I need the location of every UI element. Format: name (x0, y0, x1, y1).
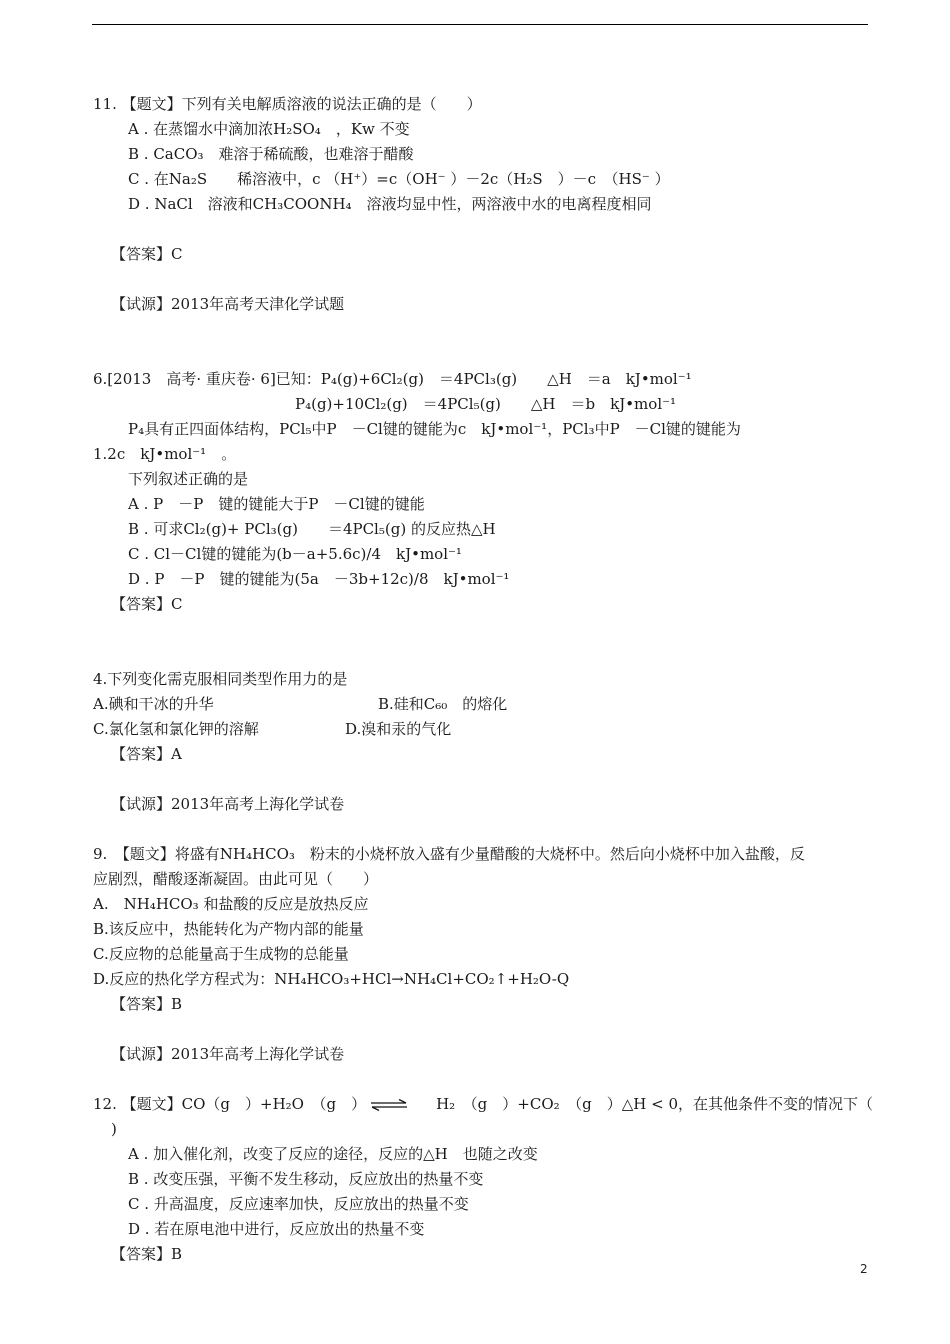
q4-stem: 4.下列变化需克服相同类型作用力的是 (93, 670, 348, 688)
q9-option-b: B.该反应中，热能转化为产物内部的能量 (93, 920, 364, 938)
q9-option-d: D.反应的热化学方程式为：NH₄HCO₃+HCl→NH₄Cl+CO₂↑+H₂O-Q (93, 970, 570, 988)
q12-answer: 【答案】B (111, 1245, 183, 1263)
q4-answer: 【答案】A (111, 745, 182, 763)
q4-option-c: C.氯化氢和氯化钾的溶解 (93, 720, 259, 738)
q6-prompt: 下列叙述正确的是 (128, 470, 249, 488)
q12-option-c: C . 升高温度，反应速率加快，反应放出的热量不变 (128, 1195, 469, 1213)
q11-source: 【试源】2013年高考天津化学试题 (111, 295, 345, 313)
q11-stem: 11. 【题文】下列有关电解质溶液的说法正确的是（ ） (93, 95, 482, 113)
q9-answer: 【答案】B (111, 995, 183, 1013)
q12-stem-left: 12. 【题文】CO（g ）+H₂O （g ） (93, 1095, 367, 1113)
q9-stem-2: 应剧烈，醋酸逐渐凝固。由此可见（ ） (93, 870, 379, 888)
q11-option-b: B . CaCO₃ 难溶于稀硫酸，也难溶于醋酸 (128, 145, 414, 163)
q6-option-a: A . P －P 键的键能大于P －Cl键的键能 (128, 495, 425, 513)
q4-source: 【试源】2013年高考上海化学试卷 (111, 795, 345, 813)
equilibrium-arrow-icon (370, 1099, 408, 1111)
q4-options-row-1 (93, 692, 873, 717)
q12-option-a: A . 加入催化剂，改变了反应的途径，反应的△H 也随之改变 (128, 1145, 538, 1163)
q9-stem-1: 9. 【题文】将盛有NH₄HCO₃ 粉末的小烧杯放入盛有少量醋酸的大烧杯中。然后向小烧杯中加入盐酸，反 (93, 845, 805, 863)
q6-option-c: C . Cl－Cl键的键能为(b－a+5.6c)/4 kJ•mol⁻¹ (128, 545, 462, 563)
q12-stem-right: H₂ （g ）+CO₂ （g ）△H < 0，在其他条件不变的情况下（ (436, 1095, 873, 1113)
q6-answer: 【答案】C (111, 595, 183, 613)
q6-stem: 6.[2013 高考· 重庆卷· 6]已知：P₄(g)+6Cl₂(g) ＝4PCl₃(g) △H ＝a kJ•mol⁻¹ (93, 370, 692, 388)
q9-source: 【试源】2013年高考上海化学试卷 (111, 1045, 345, 1063)
q6-option-d: D . P －P 键的键能为(5a －3b+12c)/8 kJ•mol⁻¹ (128, 570, 510, 588)
q4-option-d: D.溴和汞的气化 (345, 720, 452, 738)
q11-answer: 【答案】C (111, 245, 183, 263)
q12-stem-continued: ) (111, 1120, 117, 1138)
q6-description-2: 1.2c kJ•mol⁻¹ 。 (93, 445, 237, 463)
q12-option-b: B . 改变压强，平衡不发生移动，反应放出的热量不变 (128, 1170, 484, 1188)
q4-option-b: B.硅和C₆₀ 的熔化 (378, 695, 508, 713)
q6-description-1: P₄具有正四面体结构，PCl₅中P －Cl键的键能为c kJ•mol⁻¹，PCl₃中P －Cl键的键能为 (128, 420, 741, 438)
header-rule (92, 24, 868, 25)
q6-option-b: B . 可求Cl₂(g)+ PCl₃(g) ＝4PCl₅(g) 的反应热△H (128, 520, 496, 538)
q4-option-a: A.碘和干冰的升华 (93, 695, 214, 713)
q6-stem-line2: P₄(g)+10Cl₂(g) ＝4PCl₅(g) △H ＝b kJ•mol⁻¹ (295, 395, 677, 413)
q11-option-c: C . 在Na₂S 稀溶液中，c （H⁺）=c（OH⁻ ）－2c（H₂S ）－c （HS⁻ ） (128, 170, 670, 188)
q12-stem (93, 1092, 873, 1117)
page-number: 2 (860, 1262, 868, 1276)
document-body (93, 92, 873, 1267)
q4-options-row-2 (93, 717, 873, 742)
q11-option-a: A . 在蒸馏水中滴加浓H₂SO₄ ，Kw 不变 (128, 120, 410, 138)
q9-option-a: A. NH₄HCO₃ 和盐酸的反应是放热反应 (93, 895, 369, 913)
q9-option-c: C.反应物的总能量高于生成物的总能量 (93, 945, 349, 963)
q11-option-d: D . NaCl 溶液和CH₃COONH₄ 溶液均显中性，两溶液中水的电离程度相同 (128, 195, 652, 213)
q12-option-d: D . 若在原电池中进行，反应放出的热量不变 (128, 1220, 425, 1238)
